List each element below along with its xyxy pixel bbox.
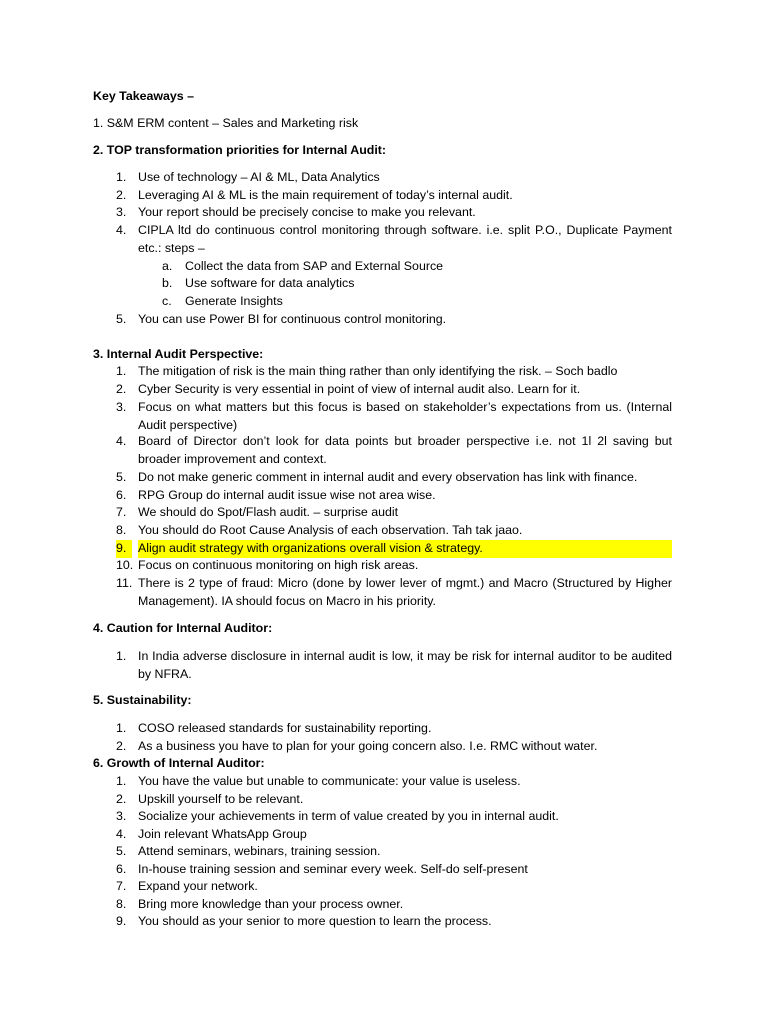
- item-text: Align audit strategy with organizations overall vision & strategy.: [138, 540, 672, 558]
- item-number: 8.: [116, 897, 127, 911]
- item-text: In-house training session and seminar every week. Self-do self-present: [138, 862, 528, 876]
- point-1: 1. S&M ERM content – Sales and Marketing risk: [93, 116, 359, 130]
- section-3-heading: 3. Internal Audit Perspective:: [93, 347, 264, 361]
- section-4-heading: 4. Caution for Internal Auditor:: [93, 621, 273, 635]
- item-text: Use software for data analytics: [185, 276, 355, 290]
- item-text: Join relevant WhatsApp Group: [138, 827, 307, 841]
- item-number: 5.: [116, 844, 127, 858]
- item-text: COSO released standards for sustainability reporting.: [138, 721, 432, 735]
- item-text: Bring more knowledge than your process owner.: [138, 897, 404, 911]
- item-number: 1.: [116, 774, 127, 788]
- item-text: Board of Director don’t look for data points but broader perspective i.e. not 1l 2l saving but broader improvement and context.: [138, 434, 672, 466]
- item-number: 11.: [116, 576, 133, 590]
- item-text: In India adverse disclosure in internal audit is low, it may be risk for internal auditor to be audited by NFRA.: [138, 649, 672, 681]
- item-number: a.: [162, 259, 173, 273]
- item-text: As a business you have to plan for your going concern also. I.e. RMC without water.: [138, 739, 598, 753]
- item-number: 7.: [116, 505, 127, 519]
- item-text: Focus on what matters but this focus is based on stakeholder’s expectations from us. (Internal Audit perspective): [138, 400, 672, 432]
- item-text: RPG Group do internal audit issue wise not area wise.: [138, 488, 436, 502]
- item-number: 4.: [116, 827, 127, 841]
- item-text: Leveraging AI & ML is the main requirement of today’s internal audit.: [138, 188, 513, 202]
- item-number: 1.: [116, 721, 127, 735]
- doc-title: Key Takeaways –: [93, 89, 195, 103]
- section-5-heading: 5. Sustainability:: [93, 693, 192, 707]
- item-text: We should do Spot/Flash audit. – surprise audit: [138, 505, 399, 519]
- item-text: You can use Power BI for continuous control monitoring.: [138, 312, 447, 326]
- item-text: You have the value but unable to communicate: your value is useless.: [138, 774, 521, 788]
- item-number: 1.: [116, 649, 127, 663]
- item-number: c.: [162, 294, 172, 308]
- item-number: 6.: [116, 488, 127, 502]
- item-text: Generate Insights: [185, 294, 283, 308]
- item-number: 4.: [116, 434, 127, 448]
- section-6-heading: 6. Growth of Internal Auditor:: [93, 756, 265, 770]
- item-number: b.: [162, 276, 173, 290]
- item-text: Attend seminars, webinars, training session.: [138, 844, 381, 858]
- item-text: CIPLA ltd do continuous control monitoring through software. i.e. split P.O., Duplicate Payment etc.: steps –: [138, 223, 672, 255]
- item-text: You should as your senior to more question to learn the process.: [138, 914, 492, 928]
- item-number: 2.: [116, 792, 127, 806]
- item-number: 5.: [116, 312, 127, 326]
- item-number: 5.: [116, 470, 127, 484]
- item-number: 1.: [116, 170, 127, 184]
- item-text: Cyber Security is very essential in point of view of internal audit also. Learn for it.: [138, 382, 581, 396]
- item-text: Do not make generic comment in internal audit and every observation has link with finance.: [138, 470, 638, 484]
- item-text: There is 2 type of fraud: Micro (done by lower lever of mgmt.) and Macro (Structured by Higher Management). IA should focus on Macro in his priority.: [138, 576, 672, 608]
- item-number: 2.: [116, 739, 127, 753]
- item-number: 8.: [116, 523, 127, 537]
- item-number: 6.: [116, 862, 127, 876]
- item-text: Expand your network.: [138, 879, 258, 893]
- item-text: Use of technology – AI & ML, Data Analytics: [138, 170, 380, 184]
- item-number: 10.: [116, 558, 134, 572]
- item-number: 4.: [116, 223, 127, 237]
- item-text: You should do Root Cause Analysis of each observation. Tah tak jaao.: [138, 523, 523, 537]
- item-number: 2.: [116, 188, 127, 202]
- item-text: Collect the data from SAP and External Source: [185, 259, 444, 273]
- item-number: 2.: [116, 382, 127, 396]
- item-number: 3.: [116, 400, 127, 414]
- item-number: 9.: [116, 540, 132, 558]
- item-text: Your report should be precisely concise to make you relevant.: [138, 205, 476, 219]
- item-number: 3.: [116, 809, 127, 823]
- item-number: 3.: [116, 205, 127, 219]
- item-number: 7.: [116, 879, 127, 893]
- item-number: 9.: [116, 914, 127, 928]
- section-2-heading: 2. TOP transformation priorities for Internal Audit:: [93, 143, 387, 157]
- item-text: Focus on continuous monitoring on high risk areas.: [138, 558, 419, 572]
- item-text: Socialize your achievements in term of value created by you in internal audit.: [138, 809, 559, 823]
- item-number: 1.: [116, 364, 127, 378]
- item-text: Upskill yourself to be relevant.: [138, 792, 304, 806]
- item-text: The mitigation of risk is the main thing rather than only identifying the risk. – Soch badlo: [138, 364, 618, 378]
